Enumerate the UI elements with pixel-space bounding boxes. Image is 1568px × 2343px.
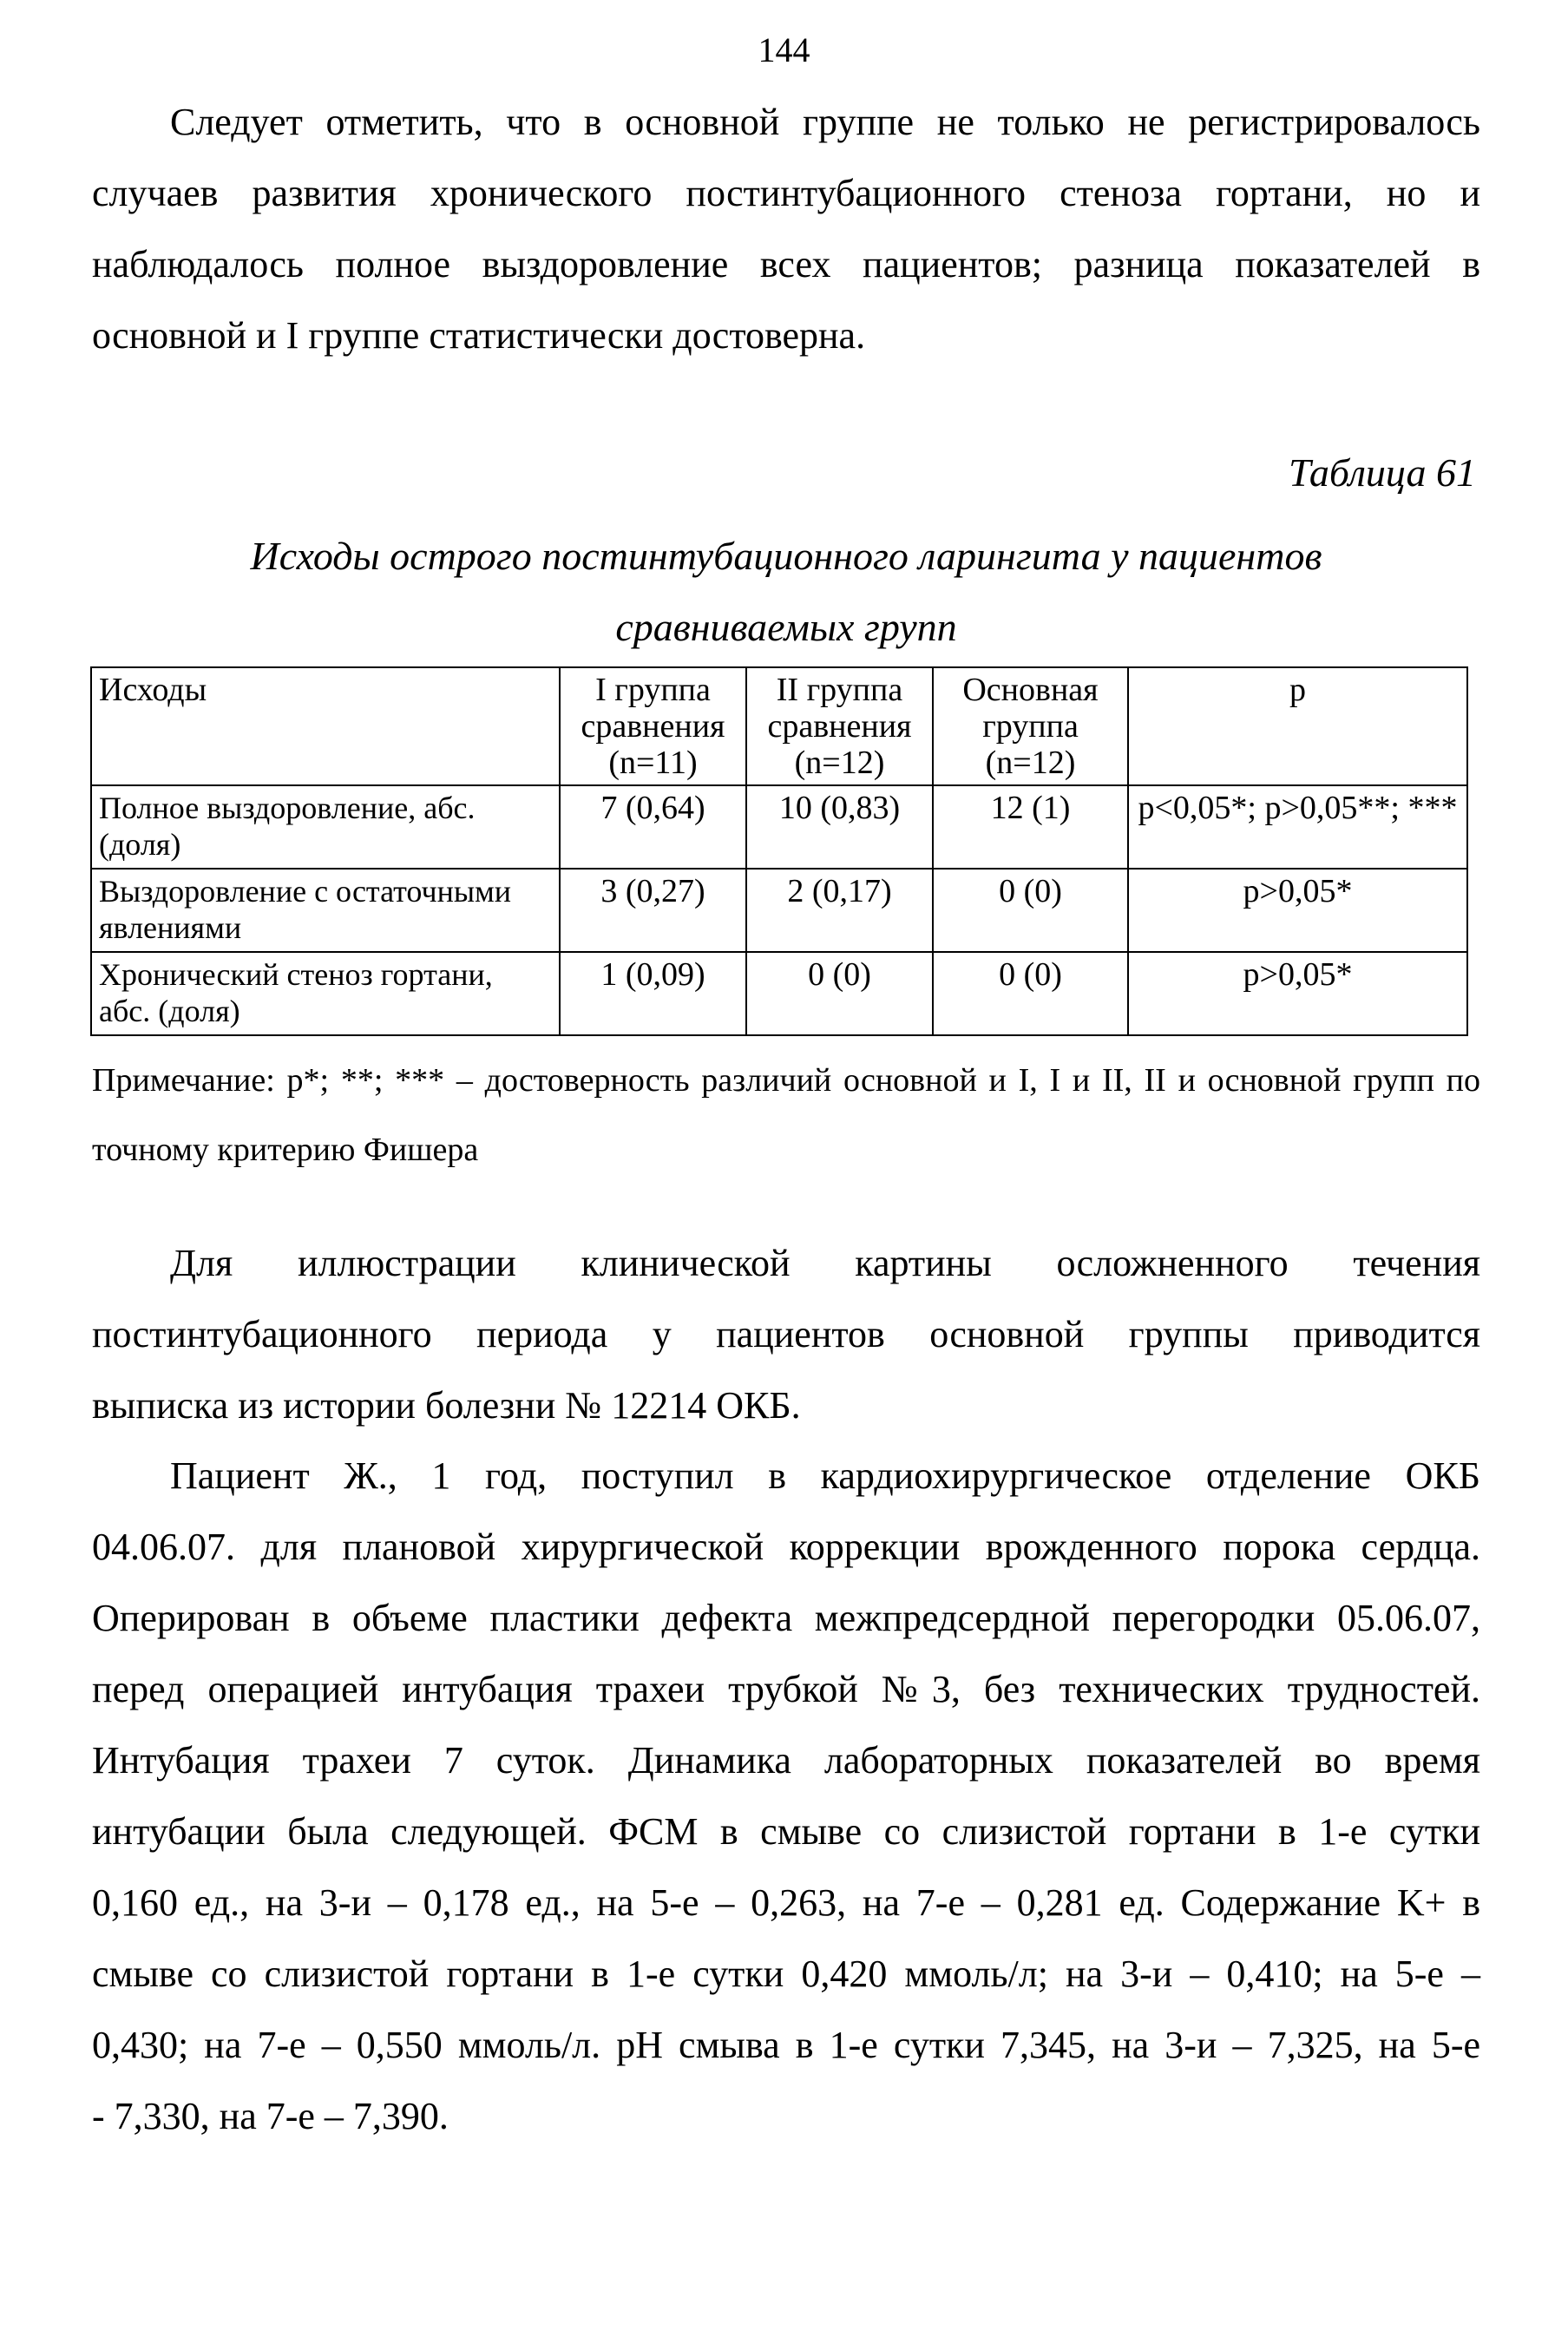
table-title-line: Исходы острого постинтубационного ларингита у пациентов [250, 534, 1322, 578]
text-line: Интубация трахеи 7 суток. Динамика лабораторных показателей во время [92, 1739, 1480, 1782]
text-line: случаев развития хронического постинтубационного стеноза гортани, но и [92, 172, 1480, 214]
header-text: (n=12) [985, 745, 1076, 781]
text-line: перед операцией интубация трахеи трубкой №3, без технических трудностей. [92, 1668, 1480, 1710]
header-text: I группа [595, 672, 711, 708]
paragraph-3 [92, 1441, 1480, 2152]
table-cell: 0 (0) [933, 869, 1128, 952]
note-line: Примечание: р*; **; *** – достоверность различий основной и I, I и II, II и основной групп по [92, 1062, 1480, 1099]
table-cell: 0 (0) [746, 952, 933, 1035]
header-group-1 [560, 667, 746, 785]
paragraph-2 [92, 1228, 1480, 1441]
text-line: смыве со слизистой гортани в 1-е сутки 0,420 ммоль/л; на 3-и – 0,410; на 5-е – [92, 1952, 1480, 1995]
table-note [92, 1046, 1480, 1185]
text-line: 04.06.07. для плановой хирургической коррекции врожденного порока сердца. [92, 1526, 1480, 1568]
text-line: интубации была следующей. ФСМ в смыве со слизистой гортани в 1-е сутки [92, 1810, 1480, 1853]
text-line: выписка из истории болезни № 12214 ОКБ. [92, 1384, 801, 1427]
text-line: - 7,330, на 7-е – 7,390. [92, 2095, 449, 2137]
header-group-2 [746, 667, 933, 785]
header-p [1128, 667, 1467, 785]
table-cell: 3 (0,27) [560, 869, 746, 952]
table-cell: Хронический стеноз гортани, абс. (доля) [91, 952, 560, 1035]
table-cell: 2 (0,17) [746, 869, 933, 952]
table-cell: 7 (0,64) [560, 785, 746, 869]
table-cell: 1 (0,09) [560, 952, 746, 1035]
header-text: Исходы [99, 672, 207, 708]
header-outcomes [91, 667, 560, 785]
table-cell: Выздоровление с остаточными явлениями [91, 869, 560, 952]
header-text: сравнения [767, 708, 912, 745]
header-text: (n=12) [794, 745, 885, 781]
text-line: постинтубационного периода у пациентов основной группы приводится [92, 1313, 1480, 1355]
table-title [92, 521, 1480, 663]
note-line: точному критерию Фишера [92, 1132, 479, 1168]
table-cell: 0 (0) [933, 952, 1128, 1035]
paragraph-1 [92, 87, 1480, 371]
header-text: сравнения [581, 708, 725, 745]
header-main-group [933, 667, 1128, 785]
table-row [91, 785, 1467, 869]
header-text: Основная [962, 672, 1099, 708]
outcomes-table [90, 666, 1468, 1036]
text-line: основной и I группе статистически достоверна. [92, 314, 866, 357]
text-line: Пациент Ж., 1 год, поступил в кардиохирургическое отделение ОКБ [170, 1454, 1480, 1497]
text-line: 0,160 ед., на 3-и – 0,178 ед., на 5-е – 0,263, на 7-е – 0,281 ед. Содержание K+ в [92, 1881, 1480, 1924]
table-row [91, 869, 1467, 952]
table-cell: р>0,05* [1128, 869, 1467, 952]
text-line: Для иллюстрации клинической картины осложненного течения [170, 1242, 1480, 1284]
table-row [91, 952, 1467, 1035]
text-line: Следует отметить, что в основной группе не только не регистрировалось [170, 101, 1480, 143]
table-cell: р>0,05* [1128, 952, 1467, 1035]
table-cell: р<0,05*; р>0,05**; *** [1128, 785, 1467, 869]
header-text: II группа [776, 672, 903, 708]
table-header-row [91, 667, 1467, 785]
header-text: р [1289, 672, 1306, 708]
table-title-line: сравниваемых групп [615, 605, 957, 649]
text-line: Оперирован в объеме пластики дефекта межпредсердной перегородки 05.06.07, [92, 1597, 1480, 1639]
text-line: 0,430; на 7-е – 0,550 ммоль/л. рН смыва в 1-е сутки 7,345, на 3-и – 7,325, на 5-е [92, 2024, 1480, 2066]
table-label: Таблица 61 [1288, 450, 1476, 495]
table-cell: 12 (1) [933, 785, 1128, 869]
header-text: (n=11) [608, 745, 698, 781]
table-cell: Полное выздоровление, абс. (доля) [91, 785, 560, 869]
table-cell: 10 (0,83) [746, 785, 933, 869]
page-number: 144 [758, 30, 810, 69]
header-text: группа [982, 708, 1079, 745]
text-line: наблюдалось полное выздоровление всех пациентов; разница показателей в [92, 243, 1480, 285]
